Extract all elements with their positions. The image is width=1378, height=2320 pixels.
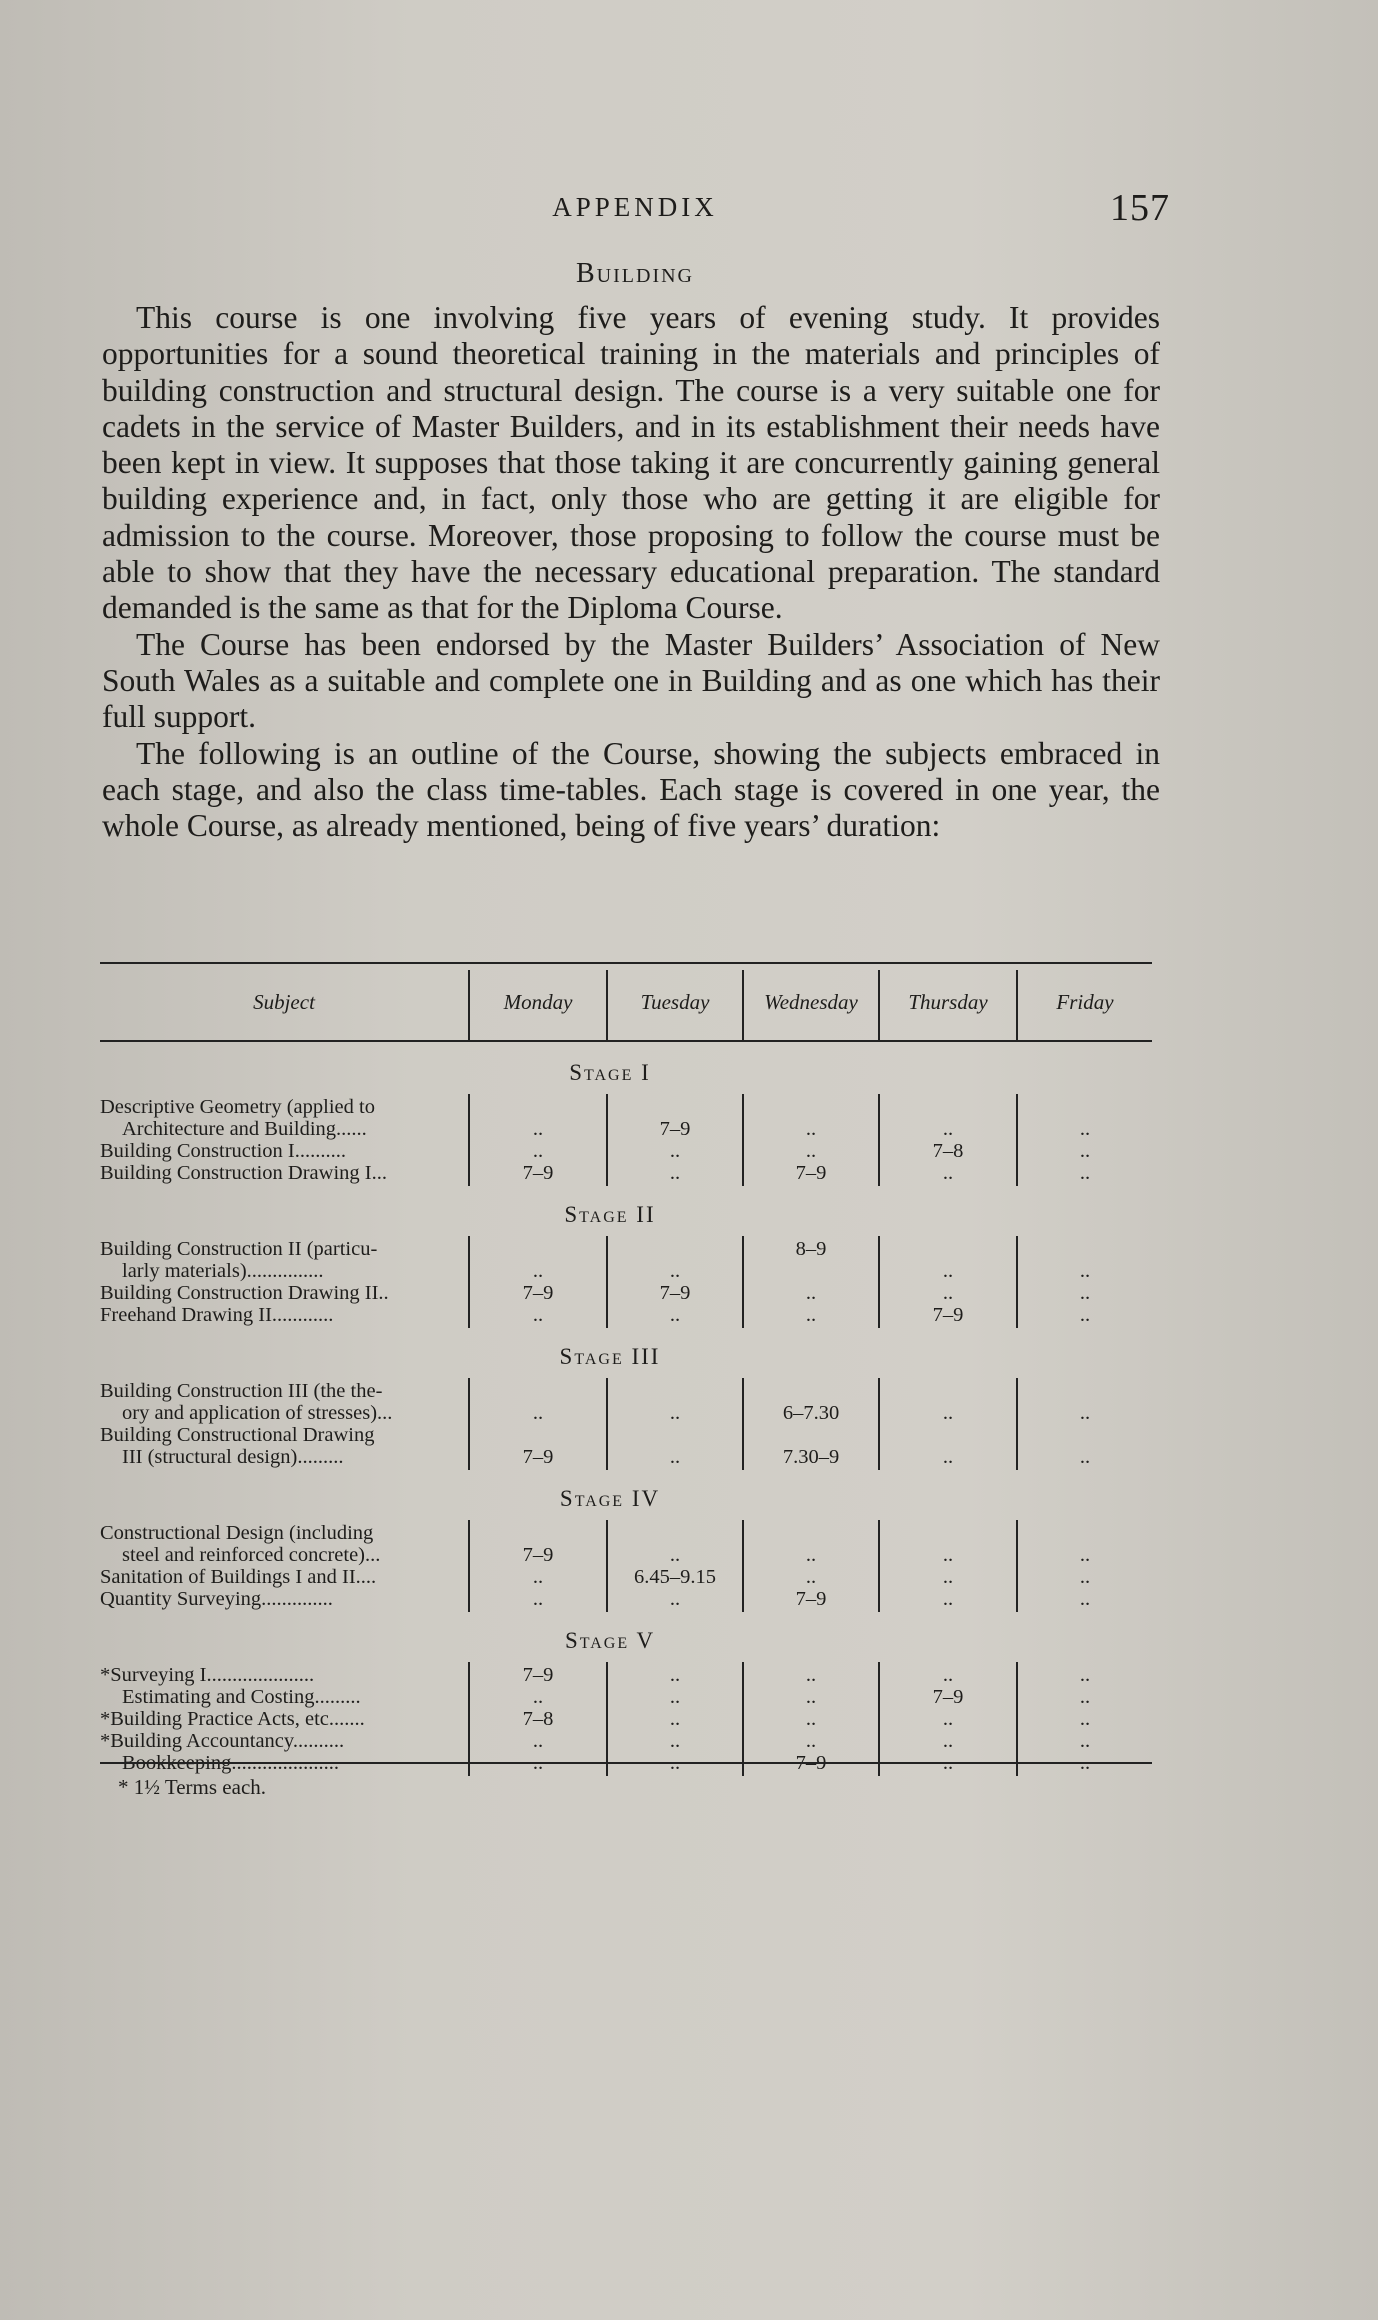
day-column-wednesday bbox=[744, 1664, 878, 1774]
subject-line: Constructional Design (including bbox=[100, 1522, 374, 1544]
time-cell: .. bbox=[805, 1282, 817, 1304]
time-cell: .. bbox=[805, 1544, 817, 1566]
time-cell bbox=[470, 1522, 606, 1544]
time-cell: .. bbox=[1079, 1664, 1091, 1686]
stage-label: Stage II bbox=[564, 1202, 656, 1227]
column-divider bbox=[742, 1094, 744, 1186]
day-column-friday bbox=[1018, 1238, 1152, 1326]
subject-line: ory and application of stresses)... bbox=[122, 1402, 393, 1424]
time-cell bbox=[1018, 1380, 1152, 1402]
time-cell: 7–8 bbox=[522, 1708, 554, 1730]
time-cell: 7–9 bbox=[522, 1162, 554, 1184]
subject-line: Bookkeeping..................... bbox=[122, 1752, 339, 1774]
header-thursday: Thursday bbox=[908, 989, 988, 1014]
column-divider bbox=[468, 1236, 470, 1328]
column-divider bbox=[1016, 1662, 1018, 1776]
time-cell: .. bbox=[669, 1664, 681, 1686]
header-wednesday: Wednesday bbox=[764, 989, 858, 1014]
time-cell: .. bbox=[532, 1118, 544, 1140]
day-column-thursday bbox=[880, 1664, 1016, 1774]
time-cell: .. bbox=[805, 1566, 817, 1588]
time-cell: .. bbox=[805, 1118, 817, 1140]
time-cell: .. bbox=[669, 1544, 681, 1566]
time-cell bbox=[1018, 1424, 1152, 1446]
time-cell bbox=[880, 1424, 1016, 1446]
time-cell: .. bbox=[532, 1260, 544, 1282]
subject-line: Estimating and Costing......... bbox=[122, 1686, 361, 1708]
time-cell: 7–9 bbox=[795, 1588, 827, 1610]
time-cell: .. bbox=[805, 1686, 817, 1708]
column-divider bbox=[606, 1378, 608, 1470]
stage-block bbox=[100, 1056, 1152, 1186]
stage-label: Stage I bbox=[569, 1060, 651, 1085]
column-divider bbox=[468, 1520, 470, 1612]
time-cell: .. bbox=[532, 1730, 544, 1752]
column-divider bbox=[468, 1662, 470, 1776]
time-cell bbox=[470, 1424, 606, 1446]
subject-line: steel and reinforced concrete)... bbox=[122, 1544, 381, 1566]
subject-line: *Building Accountancy.......... bbox=[100, 1730, 345, 1752]
time-cell: .. bbox=[1079, 1588, 1091, 1610]
time-cell bbox=[608, 1238, 742, 1260]
section-title: Building bbox=[576, 258, 694, 289]
page-number: 157 bbox=[1110, 187, 1170, 229]
stage-rows bbox=[100, 1232, 1152, 1328]
time-cell bbox=[1018, 1238, 1152, 1260]
table-header-row bbox=[100, 964, 1152, 1042]
column-divider bbox=[1016, 1520, 1018, 1612]
column-divider bbox=[742, 1378, 744, 1470]
time-cell: 7–9 bbox=[522, 1544, 554, 1566]
time-cell bbox=[744, 1380, 878, 1402]
time-cell: 7–9 bbox=[932, 1686, 964, 1708]
stage-subjects bbox=[100, 1096, 468, 1184]
time-cell: .. bbox=[1079, 1162, 1091, 1184]
subject-line: Building Constructional Drawing bbox=[100, 1424, 375, 1446]
day-column-friday bbox=[1018, 1522, 1152, 1610]
column-divider bbox=[468, 1094, 470, 1186]
time-cell: 7–9 bbox=[659, 1118, 691, 1140]
time-cell bbox=[1018, 1096, 1152, 1118]
stage-subjects bbox=[100, 1238, 468, 1326]
day-column-tuesday bbox=[608, 1238, 742, 1326]
stage-rows bbox=[100, 1374, 1152, 1470]
stage-subjects bbox=[100, 1664, 468, 1774]
day-column-monday bbox=[470, 1380, 606, 1468]
column-divider bbox=[742, 1662, 744, 1776]
time-cell: .. bbox=[942, 1118, 954, 1140]
time-cell: 7–9 bbox=[522, 1446, 554, 1468]
time-cell: .. bbox=[1079, 1566, 1091, 1588]
stage-label: Stage IV bbox=[559, 1486, 661, 1511]
stage-block bbox=[100, 1340, 1152, 1470]
time-cell: .. bbox=[942, 1588, 954, 1610]
time-cell: .. bbox=[1079, 1282, 1091, 1304]
time-cell: .. bbox=[532, 1304, 544, 1326]
time-cell: .. bbox=[805, 1140, 817, 1162]
subject-line: *Surveying I..................... bbox=[100, 1664, 315, 1686]
time-cell bbox=[608, 1522, 742, 1544]
time-cell: .. bbox=[532, 1402, 544, 1424]
time-cell bbox=[880, 1522, 1016, 1544]
column-divider bbox=[742, 1520, 744, 1612]
time-cell: .. bbox=[669, 1260, 681, 1282]
time-cell: .. bbox=[942, 1162, 954, 1184]
time-cell bbox=[608, 1380, 742, 1402]
column-divider bbox=[1016, 1378, 1018, 1470]
time-cell: .. bbox=[942, 1544, 954, 1566]
time-cell: .. bbox=[805, 1304, 817, 1326]
column-divider bbox=[878, 1520, 880, 1612]
stage-block bbox=[100, 1198, 1152, 1328]
subject-line: Sanitation of Buildings I and II.... bbox=[100, 1566, 377, 1588]
column-divider bbox=[606, 1236, 608, 1328]
day-column-tuesday bbox=[608, 1522, 742, 1610]
time-cell: .. bbox=[1079, 1140, 1091, 1162]
time-cell bbox=[470, 1096, 606, 1118]
time-cell: .. bbox=[532, 1752, 544, 1774]
table-bottom-rule bbox=[100, 1762, 1152, 1764]
time-cell: 7.30–9 bbox=[782, 1446, 840, 1468]
day-column-thursday bbox=[880, 1096, 1016, 1184]
time-cell bbox=[880, 1238, 1016, 1260]
time-cell: .. bbox=[805, 1708, 817, 1730]
timetable bbox=[100, 962, 1152, 1776]
body-text bbox=[102, 300, 1160, 844]
column-divider bbox=[878, 1662, 880, 1776]
stage-subjects bbox=[100, 1522, 468, 1610]
time-cell: .. bbox=[532, 1588, 544, 1610]
time-cell: .. bbox=[942, 1402, 954, 1424]
subject-line: Building Construction Drawing I... bbox=[100, 1162, 387, 1184]
running-head bbox=[100, 186, 1170, 236]
time-cell: .. bbox=[669, 1304, 681, 1326]
running-title: APPENDIX bbox=[552, 192, 718, 222]
time-cell: .. bbox=[942, 1730, 954, 1752]
time-cell: 7–9 bbox=[522, 1664, 554, 1686]
time-cell: .. bbox=[669, 1162, 681, 1184]
day-column-wednesday bbox=[744, 1380, 878, 1468]
stage-rows bbox=[100, 1090, 1152, 1186]
header-divider bbox=[468, 970, 470, 1040]
paragraph: The Course has been endorsed by the Master Builders’ Association of New South Wales as a suitable and complete one in Building and as one which has their full support. bbox=[102, 626, 1160, 735]
stage-list bbox=[100, 1056, 1152, 1776]
paragraph: This course is one involving five years of evening study. It provides opportunities for a sound theoretical training in the materials and principles of building construction and structural design. The course is a very suitable one for cadets in the service of Master Builders, and in its establishment their needs have been kept in view. It supposes that those taking it are concurrently gaining general building experience and, in fact, only those who are getting it are eligible for admission to the course. Moreover, those proposing to follow the course must be able to show that they have the necessary educational preparation. The standard demanded is the same as that for the Diploma Course. bbox=[102, 300, 1160, 626]
day-column-monday bbox=[470, 1238, 606, 1326]
time-cell bbox=[880, 1096, 1016, 1118]
time-cell bbox=[608, 1096, 742, 1118]
time-cell: .. bbox=[532, 1140, 544, 1162]
time-cell: .. bbox=[942, 1446, 954, 1468]
time-cell: .. bbox=[669, 1446, 681, 1468]
time-cell: 7–9 bbox=[795, 1162, 827, 1184]
time-cell: .. bbox=[669, 1730, 681, 1752]
time-cell: .. bbox=[1079, 1446, 1091, 1468]
time-cell: .. bbox=[669, 1140, 681, 1162]
time-cell: .. bbox=[942, 1260, 954, 1282]
day-column-monday bbox=[470, 1522, 606, 1610]
day-column-monday bbox=[470, 1664, 606, 1774]
time-cell bbox=[470, 1380, 606, 1402]
time-cell: .. bbox=[942, 1708, 954, 1730]
header-divider bbox=[1016, 970, 1018, 1040]
time-cell bbox=[880, 1380, 1016, 1402]
column-divider bbox=[878, 1094, 880, 1186]
day-column-thursday bbox=[880, 1380, 1016, 1468]
paragraph: The following is an outline of the Course, showing the subjects embraced in each stage, and also the class time-tables. Each stage is covered in one year, the whole Course, as already mentioned, being of five years’ duration: bbox=[102, 735, 1160, 844]
time-cell: .. bbox=[1079, 1708, 1091, 1730]
day-column-friday bbox=[1018, 1380, 1152, 1468]
time-cell: .. bbox=[805, 1730, 817, 1752]
time-cell: .. bbox=[1079, 1686, 1091, 1708]
subject-line: Descriptive Geometry (applied to bbox=[100, 1096, 375, 1118]
time-cell: .. bbox=[1079, 1118, 1091, 1140]
day-column-friday bbox=[1018, 1096, 1152, 1184]
stage-block bbox=[100, 1624, 1152, 1776]
time-cell bbox=[744, 1424, 878, 1446]
header-divider bbox=[606, 970, 608, 1040]
time-cell: .. bbox=[1079, 1730, 1091, 1752]
day-column-friday bbox=[1018, 1664, 1152, 1774]
day-column-wednesday bbox=[744, 1522, 878, 1610]
time-cell bbox=[608, 1424, 742, 1446]
column-divider bbox=[1016, 1094, 1018, 1186]
time-cell: 7–9 bbox=[795, 1752, 827, 1774]
column-divider bbox=[606, 1520, 608, 1612]
day-column-thursday bbox=[880, 1522, 1016, 1610]
header-monday: Monday bbox=[503, 989, 573, 1014]
time-cell: .. bbox=[669, 1708, 681, 1730]
time-cell: 7–9 bbox=[659, 1282, 691, 1304]
time-cell: 7–9 bbox=[522, 1282, 554, 1304]
time-cell: .. bbox=[532, 1566, 544, 1588]
day-column-monday bbox=[470, 1096, 606, 1184]
time-cell: .. bbox=[805, 1664, 817, 1686]
time-cell: .. bbox=[669, 1588, 681, 1610]
column-divider bbox=[606, 1094, 608, 1186]
time-cell: 7–9 bbox=[932, 1304, 964, 1326]
time-cell bbox=[744, 1260, 878, 1282]
time-cell: 7–8 bbox=[932, 1140, 964, 1162]
day-column-wednesday bbox=[744, 1238, 878, 1326]
column-divider bbox=[468, 1378, 470, 1470]
time-cell: .. bbox=[1079, 1402, 1091, 1424]
footnote: * 1½ Terms each. bbox=[118, 1775, 267, 1799]
time-cell: .. bbox=[532, 1686, 544, 1708]
time-cell bbox=[470, 1238, 606, 1260]
column-divider bbox=[1016, 1236, 1018, 1328]
day-column-tuesday bbox=[608, 1380, 742, 1468]
subject-line: *Building Practice Acts, etc....... bbox=[100, 1708, 365, 1730]
subject-line: Building Construction Drawing II.. bbox=[100, 1282, 389, 1304]
time-cell: 8–9 bbox=[795, 1238, 827, 1260]
time-cell bbox=[1018, 1522, 1152, 1544]
time-cell: 6.45–9.15 bbox=[634, 1566, 716, 1588]
time-cell bbox=[744, 1522, 878, 1544]
subject-line: Building Construction III (the the- bbox=[100, 1380, 383, 1402]
time-cell: .. bbox=[669, 1402, 681, 1424]
header-subject: Subject bbox=[253, 989, 315, 1014]
day-column-tuesday bbox=[608, 1096, 742, 1184]
day-column-tuesday bbox=[608, 1664, 742, 1774]
stage-block bbox=[100, 1482, 1152, 1612]
time-cell: 6–7.30 bbox=[782, 1402, 840, 1424]
subject-line: Building Construction I.......... bbox=[100, 1140, 346, 1162]
header-divider bbox=[742, 970, 744, 1040]
subject-line: Freehand Drawing II............ bbox=[100, 1304, 334, 1326]
time-cell: .. bbox=[942, 1282, 954, 1304]
subject-line: III (structural design)......... bbox=[122, 1446, 344, 1468]
time-cell: .. bbox=[942, 1752, 954, 1774]
time-cell: .. bbox=[942, 1566, 954, 1588]
stage-rows bbox=[100, 1658, 1152, 1776]
time-cell: .. bbox=[669, 1752, 681, 1774]
time-cell: .. bbox=[1079, 1304, 1091, 1326]
subject-line: Quantity Surveying.............. bbox=[100, 1588, 333, 1610]
header-divider bbox=[878, 970, 880, 1040]
stage-subjects bbox=[100, 1380, 468, 1468]
time-cell: .. bbox=[1079, 1544, 1091, 1566]
time-cell: .. bbox=[1079, 1752, 1091, 1774]
time-cell: .. bbox=[1079, 1260, 1091, 1282]
subject-line: larly materials)............... bbox=[122, 1260, 324, 1282]
column-divider bbox=[606, 1662, 608, 1776]
stage-rows bbox=[100, 1516, 1152, 1612]
column-divider bbox=[878, 1236, 880, 1328]
column-divider bbox=[742, 1236, 744, 1328]
day-column-thursday bbox=[880, 1238, 1016, 1326]
header-tuesday: Tuesday bbox=[640, 989, 710, 1014]
stage-label: Stage III bbox=[559, 1344, 661, 1369]
time-cell bbox=[744, 1096, 878, 1118]
subject-line: Architecture and Building...... bbox=[122, 1118, 367, 1140]
header-friday: Friday bbox=[1056, 989, 1114, 1014]
day-column-wednesday bbox=[744, 1096, 878, 1184]
stage-label: Stage V bbox=[564, 1628, 656, 1653]
subject-line: Building Construction II (particu- bbox=[100, 1238, 378, 1260]
time-cell: .. bbox=[669, 1686, 681, 1708]
column-divider bbox=[878, 1378, 880, 1470]
time-cell: .. bbox=[942, 1664, 954, 1686]
